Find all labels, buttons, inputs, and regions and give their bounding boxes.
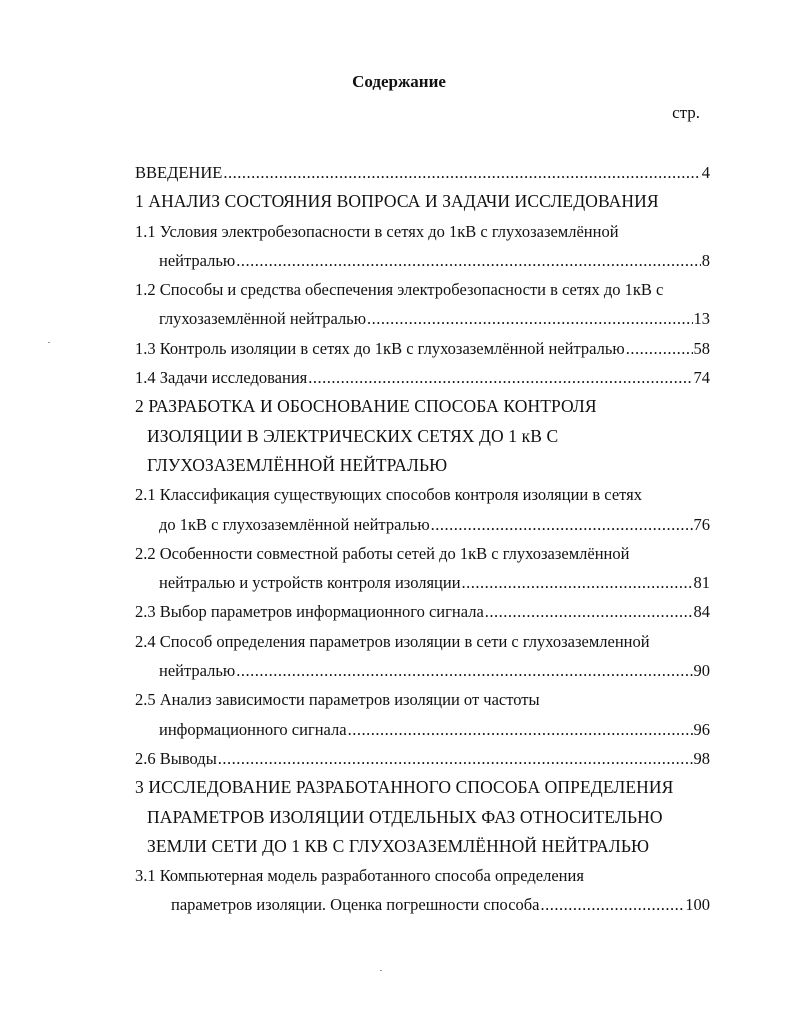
toc-entry: 1.2 Способы и средства обеспечения электробезопасности в сетях до 1кВ с <box>135 280 664 300</box>
toc-chapter-heading: ПАРАМЕТРОВ ИЗОЛЯЦИИ ОТДЕЛЬНЫХ ФАЗ ОТНОСИТЕЛЬНО <box>147 806 663 827</box>
page-title: Содержание <box>352 72 446 91</box>
toc-entry: ВВЕДЕНИЕ ..... 4 <box>135 158 710 187</box>
toc-entry: 2.4 Способ определения параметров изоляции в сети с глухозаземленной <box>135 631 650 651</box>
table-of-contents <box>135 158 710 920</box>
toc-entry: нейтралью ..... 8 <box>135 246 710 275</box>
toc-chapter-heading: 1 АНАЛИЗ СОСТОЯНИЯ ВОПРОСА И ЗАДАЧИ ИССЛЕДОВАНИЯ <box>135 191 659 212</box>
toc-entry: 3.1 Компьютерная модель разработанного способа определения <box>135 866 584 886</box>
scan-speck <box>48 342 50 343</box>
toc-entry: 1.1 Условия электробезопасности в сетях до 1кВ с глухозаземлённой <box>135 221 619 241</box>
page-column-label: стр. <box>672 103 700 122</box>
toc-chapter-heading: ГЛУХОЗАЗЕМЛЁННОЙ НЕЙТРАЛЬЮ <box>147 454 448 475</box>
toc-entry: нейтралью ..... 90 <box>135 656 710 685</box>
toc-entry: до 1кВ с глухозаземлённой нейтралью ..... 76 <box>135 510 710 539</box>
toc-entry: 2.1 Классификация существующих способов контроля изоляции в сетях <box>135 485 642 505</box>
toc-chapter-heading: 2 РАЗРАБОТКА И ОБОСНОВАНИЕ СПОСОБА КОНТРОЛЯ <box>135 396 597 417</box>
toc-chapter-heading: ИЗОЛЯЦИИ В ЭЛЕКТРИЧЕСКИХ СЕТЯХ ДО 1 кВ С <box>147 425 559 446</box>
toc-entry: глухозаземлённой нейтралью ..... 13 <box>135 304 710 333</box>
toc-entry: 2.2 Особенности совместной работы сетей до 1кВ с глухозаземлённой <box>135 543 630 563</box>
toc-entry: информационного сигнала ..... 96 <box>135 715 710 744</box>
toc-entry: параметров изоляции. Оценка погрешности способа ..... 100 <box>135 890 710 919</box>
toc-chapter-heading: ЗЕМЛИ СЕТИ ДО 1 КВ С ГЛУХОЗАЗЕМЛЁННОЙ НЕЙТРАЛЬЮ <box>147 835 650 856</box>
toc-entry: 2.3 Выбор параметров информационного сигнала ..... 84 <box>135 597 710 626</box>
toc-entry: 1.4 Задачи исследования ..... 74 <box>135 363 710 392</box>
toc-chapter-heading: 3 ИССЛЕДОВАНИЕ РАЗРАБОТАННОГО СПОСОБА ОПРЕДЕЛЕНИЯ <box>135 777 674 798</box>
toc-entry: 2.5 Анализ зависимости параметров изоляции от частоты <box>135 690 540 710</box>
toc-entry: 1.3 Контроль изоляции в сетях до 1кВ с глухозаземлённой нейтралью ..... 58 <box>135 334 710 363</box>
toc-entry: 2.6 Выводы ..... 98 <box>135 744 710 773</box>
toc-entry: нейтралью и устройств контроля изоляции ..... 81 <box>135 568 710 597</box>
scan-speck <box>380 970 382 971</box>
